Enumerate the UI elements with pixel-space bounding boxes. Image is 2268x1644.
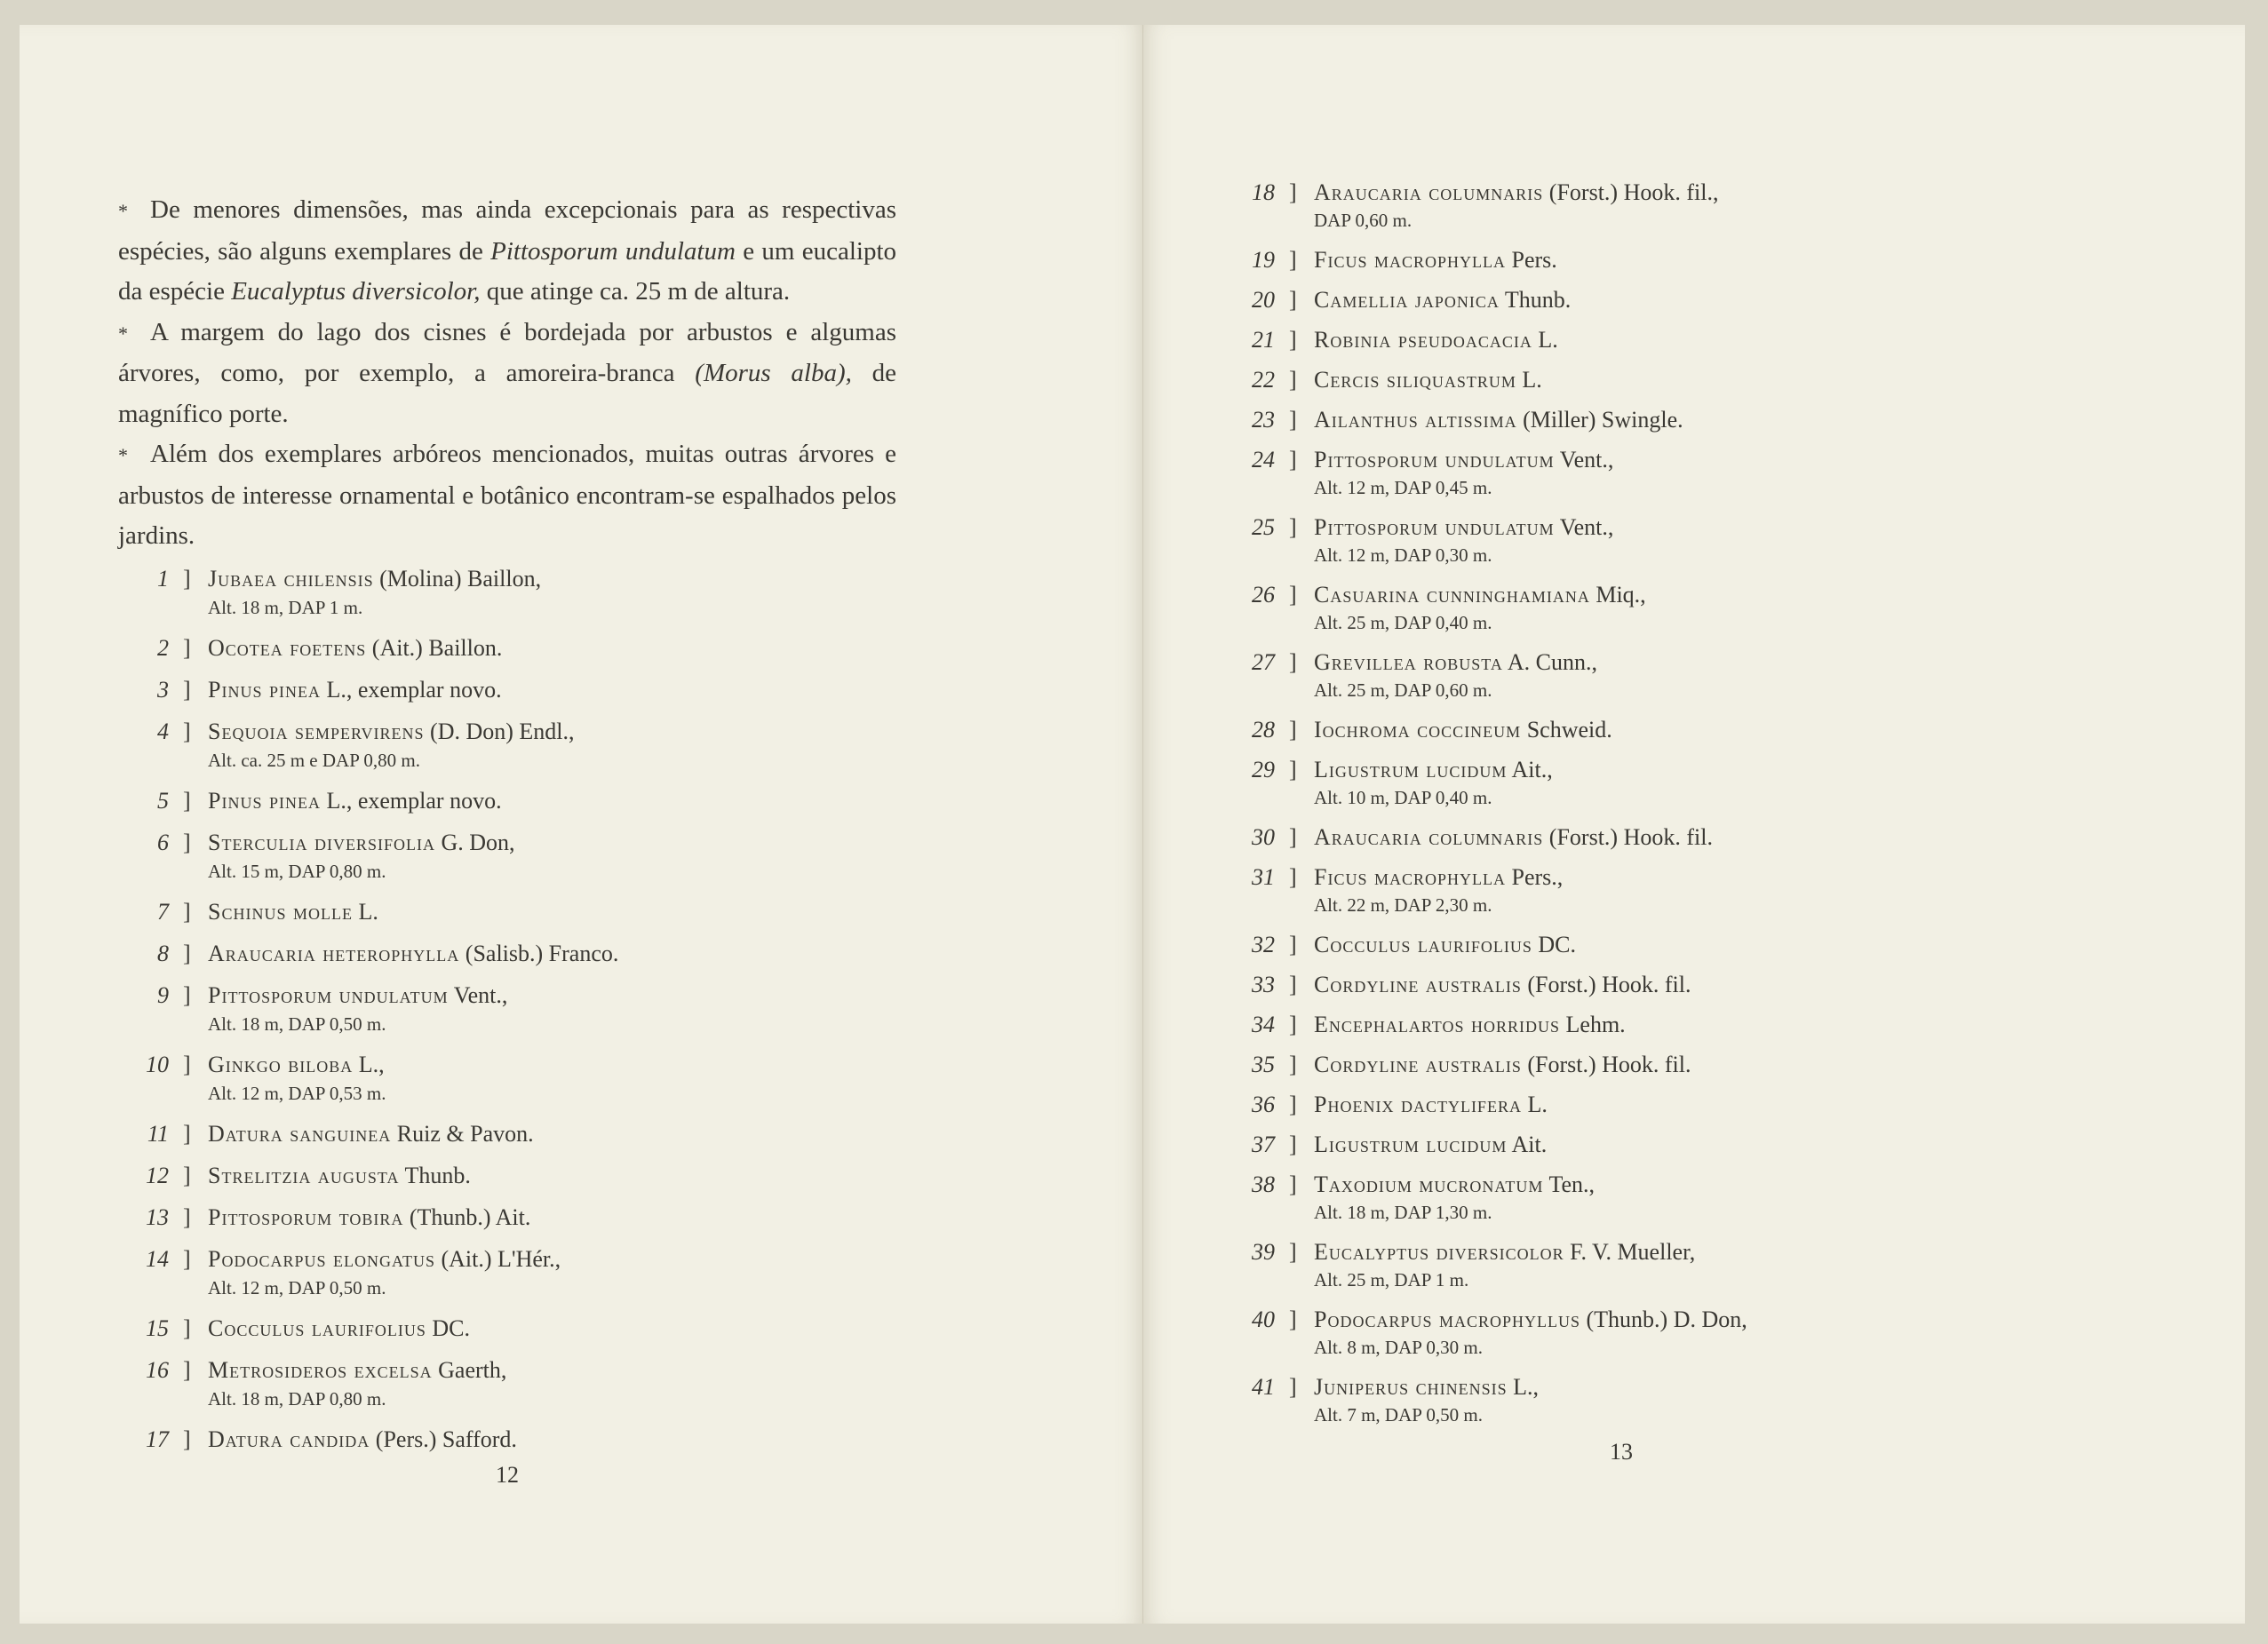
species-authority: L.	[358, 899, 378, 925]
species-name: Pittosporum undulatum	[1314, 514, 1555, 540]
species-list-right	[1197, 172, 1996, 1434]
species-name: Araucaria columnaris	[1314, 824, 1544, 850]
species-name: Grevillea robusta	[1314, 649, 1503, 675]
right-page	[1143, 25, 2245, 1624]
entry-main-line	[208, 627, 890, 669]
entry-main-line	[1314, 1084, 1996, 1124]
species-entry	[1197, 1124, 1996, 1164]
bracket: ]	[1289, 864, 1297, 890]
entry-main-line	[1314, 240, 1996, 280]
entry-number: 35	[1252, 1052, 1275, 1077]
species-entry	[1197, 280, 1996, 320]
page-number-left: 12	[496, 1462, 519, 1488]
bracket: ]	[183, 1052, 191, 1077]
species-authority: (Forst.) Hook. fil.,	[1548, 179, 1719, 205]
species-authority: DC.	[1538, 932, 1576, 957]
bracket: ]	[1289, 179, 1297, 205]
species-entry	[1197, 710, 1996, 750]
species-entry	[1197, 750, 1996, 817]
entry-detail: Alt. 18 m, DAP 0,50 m.	[208, 1013, 386, 1035]
species-entry	[91, 669, 890, 711]
species-list-left	[91, 558, 890, 1460]
entry-main-line	[208, 1418, 890, 1460]
bracket: ]	[183, 1246, 191, 1272]
entry-detail: Alt. 12 m, DAP 0,50 m.	[208, 1277, 386, 1299]
bracket: ]	[1289, 1132, 1297, 1157]
entry-number: 21	[1252, 327, 1275, 353]
bracket: ]	[1289, 1171, 1297, 1197]
entry-number: 36	[1252, 1092, 1275, 1117]
species-entry	[91, 558, 890, 627]
bracket: ]	[183, 1357, 191, 1383]
species-name: Pittosporum undulatum	[208, 982, 449, 1008]
species-name: Ligustrum lucidum	[1314, 757, 1508, 782]
bracket: ]	[1289, 407, 1297, 433]
entry-number: 15	[146, 1315, 169, 1341]
entry-number: 5	[157, 788, 169, 814]
bracket: ]	[1289, 1306, 1297, 1332]
species-name: Araucaria heterophylla	[208, 941, 460, 966]
species-authority: DC.	[432, 1315, 470, 1341]
asterisk-marker: *	[118, 200, 128, 222]
species-authority: L.,	[358, 1052, 385, 1077]
species-entry	[91, 974, 890, 1044]
entry-number: 31	[1252, 864, 1275, 890]
entry-number: 41	[1252, 1374, 1275, 1400]
species-authority: (D. Don) Endl.,	[430, 719, 575, 744]
entry-number: 8	[157, 941, 169, 966]
species-entry	[91, 1307, 890, 1349]
text-run: Além dos exemplares arbóreos mencionados, muitas outras árvores e arbustos de interesse ornamental e botânico encontram-se espalhados pelos jardins.	[118, 440, 896, 550]
species-entry	[91, 1155, 890, 1196]
species-entry	[91, 1418, 890, 1460]
entry-detail: Alt. 12 m, DAP 0,45 m.	[1314, 477, 1492, 498]
species-name: Podocarpus elongatus	[208, 1246, 435, 1272]
italic-species-name: Pittosporum undulatum	[490, 236, 736, 266]
species-name: Schinus molle	[208, 899, 353, 925]
species-authority: G. Don,	[441, 830, 515, 855]
species-entry	[1197, 1367, 1996, 1434]
species-entry	[1197, 925, 1996, 965]
species-authority: Ait.,	[1511, 757, 1553, 782]
entry-number: 13	[146, 1204, 169, 1230]
species-authority: (Ait.) Baillon.	[371, 635, 503, 661]
bracket: ]	[1289, 287, 1297, 313]
species-entry	[91, 822, 890, 891]
entry-number: 22	[1252, 367, 1275, 393]
species-authority: (Forst.) Hook. fil.	[1548, 824, 1713, 850]
species-entry	[91, 1113, 890, 1155]
species-entry	[1197, 400, 1996, 440]
entry-main-line	[1314, 400, 1996, 440]
entry-detail: Alt. 18 m, DAP 0,80 m.	[208, 1388, 386, 1410]
species-entry	[91, 780, 890, 822]
entry-detail: Alt. 12 m, DAP 0,53 m.	[208, 1083, 386, 1104]
bracket: ]	[1289, 1052, 1297, 1077]
species-entry	[1197, 507, 1996, 575]
entry-main-line	[1314, 1124, 1996, 1164]
entry-number: 6	[157, 830, 169, 855]
bracket: ]	[183, 1426, 191, 1452]
species-entry	[1197, 817, 1996, 857]
bracket: ]	[1289, 1374, 1297, 1400]
bracket: ]	[183, 1315, 191, 1341]
entry-number: 29	[1252, 757, 1275, 782]
species-authority: L.	[1527, 1092, 1548, 1117]
species-name: Datura candida	[208, 1426, 370, 1452]
entry-main-line	[1314, 1044, 1996, 1084]
bracket: ]	[183, 1163, 191, 1188]
species-authority: (Forst.) Hook. fil.	[1527, 1052, 1691, 1077]
species-authority: Miq.,	[1596, 582, 1646, 608]
entry-number: 26	[1252, 582, 1275, 608]
species-authority: Thunb.	[404, 1163, 471, 1188]
species-entry	[91, 711, 890, 780]
species-authority: L.	[1522, 367, 1542, 393]
entry-number: 33	[1252, 972, 1275, 997]
entry-detail: Alt. 22 m, DAP 2,30 m.	[1314, 894, 1492, 916]
entry-number: 2	[157, 635, 169, 661]
bracket: ]	[1289, 824, 1297, 850]
bracket: ]	[1289, 717, 1297, 743]
species-name: Camellia japonica	[1314, 287, 1500, 313]
species-authority: Ait.	[1511, 1132, 1548, 1157]
species-entry	[91, 891, 890, 933]
species-name: Pittosporum tobira	[208, 1204, 404, 1230]
entry-number: 24	[1252, 447, 1275, 473]
entry-main-line	[1314, 320, 1996, 360]
species-authority: Vent.,	[1559, 447, 1614, 473]
bracket: ]	[183, 635, 191, 661]
entry-main-line	[208, 1155, 890, 1196]
entry-main-line	[208, 822, 890, 863]
species-entry	[91, 1349, 890, 1418]
bracket: ]	[183, 788, 191, 814]
text-run: De menores dimensões, mas ainda excepcionais para as respectivas espécies, são alguns exemplares de	[118, 195, 896, 266]
species-name: Cordyline australis	[1314, 1052, 1522, 1077]
species-authority: (Ait.) L'Hér.,	[441, 1246, 561, 1272]
species-entry	[91, 1044, 890, 1113]
species-entry	[1197, 857, 1996, 925]
species-entry	[1197, 965, 1996, 1005]
species-authority: A. Cunn.,	[1507, 649, 1598, 675]
entry-number: 10	[146, 1052, 169, 1077]
text-run: e um eucalipto da espécie	[118, 236, 897, 306]
paragraph	[118, 190, 896, 313]
entry-main-line	[208, 1307, 890, 1349]
species-entry	[91, 933, 890, 974]
bracket: ]	[1289, 514, 1297, 540]
species-entry	[1197, 1044, 1996, 1084]
entry-number: 16	[146, 1357, 169, 1383]
species-authority: (Molina) Baillon,	[379, 566, 542, 592]
bracket: ]	[183, 677, 191, 703]
bracket: ]	[183, 982, 191, 1008]
entry-number: 17	[146, 1426, 169, 1452]
entry-main-line	[1314, 280, 1996, 320]
species-name: Phoenix dactylifera	[1314, 1092, 1522, 1117]
species-entry	[91, 1238, 890, 1307]
bracket: ]	[1289, 327, 1297, 353]
entry-main-line	[1314, 710, 1996, 750]
bracket: ]	[1289, 757, 1297, 782]
species-name: Pinus pinea	[208, 788, 321, 814]
entry-main-line	[208, 780, 890, 822]
bracket: ]	[1289, 1012, 1297, 1037]
entry-detail: Alt. 7 m, DAP 0,50 m.	[1314, 1404, 1483, 1426]
species-entry	[91, 627, 890, 669]
entry-number: 25	[1252, 514, 1275, 540]
species-entry	[1197, 1232, 1996, 1299]
entry-number: 40	[1252, 1306, 1275, 1332]
entry-detail: Alt. 10 m, DAP 0,40 m.	[1314, 787, 1492, 808]
species-entry	[1197, 172, 1996, 240]
species-name: Encephalartos horridus	[1314, 1012, 1561, 1037]
entry-main-line	[208, 933, 890, 974]
entry-detail: Alt. 25 m, DAP 1 m.	[1314, 1269, 1469, 1291]
bracket: ]	[1289, 649, 1297, 675]
species-name: Jubaea chilensis	[208, 566, 374, 592]
species-authority: (Thunb.) D. Don,	[1586, 1306, 1747, 1332]
entry-main-line	[208, 1196, 890, 1238]
species-entry	[1197, 440, 1996, 507]
species-name: Ocotea foetens	[208, 635, 367, 661]
entry-number: 19	[1252, 247, 1275, 273]
paragraph	[118, 434, 896, 557]
species-name: Pittosporum undulatum	[1314, 447, 1555, 473]
entry-main-line	[208, 711, 890, 752]
text-run: A margem do lago dos cisnes é bordejada por arbustos e algumas árvores, como, por exemplo, a amoreira-branca	[118, 317, 896, 387]
species-authority: (Pers.) Safford.	[375, 1426, 517, 1452]
italic-species-name: Eucalyptus diversicolor,	[231, 277, 481, 306]
text-run: de magnífico porte.	[118, 359, 896, 428]
entry-detail: Alt. 12 m, DAP 0,30 m.	[1314, 544, 1492, 566]
entry-number: 3	[157, 677, 169, 703]
species-authority: (Salisb.) Franco.	[465, 941, 619, 966]
entry-main-line	[208, 891, 890, 933]
entry-number: 11	[147, 1121, 169, 1147]
species-name: Cordyline australis	[1314, 972, 1522, 997]
species-authority: Vent.,	[1559, 514, 1614, 540]
species-entry	[1197, 240, 1996, 280]
bracket: ]	[183, 899, 191, 925]
asterisk-marker: *	[118, 444, 128, 466]
species-name: Eucalyptus diversicolor	[1314, 1239, 1564, 1265]
species-authority: (Forst.) Hook. fil.	[1527, 972, 1691, 997]
entry-main-line	[208, 1238, 890, 1280]
species-entry	[1197, 1164, 1996, 1232]
species-authority: L., exemplar novo.	[326, 788, 502, 814]
bracket: ]	[1289, 1092, 1297, 1117]
species-name: Ficus macrophylla	[1314, 864, 1506, 890]
species-name: Iochroma coccineum	[1314, 717, 1522, 743]
species-name: Cocculus laurifolius	[208, 1315, 426, 1341]
bracket: ]	[183, 1204, 191, 1230]
species-entry	[1197, 1005, 1996, 1044]
entry-main-line	[208, 1349, 890, 1391]
species-name: Sterculia diversifolia	[208, 830, 435, 855]
species-name: Podocarpus macrophyllus	[1314, 1306, 1581, 1332]
entry-number: 32	[1252, 932, 1275, 957]
species-name: Ailanthus altissima	[1314, 407, 1517, 433]
entry-number: 4	[157, 719, 169, 744]
italic-species-name: (Morus alba),	[695, 359, 852, 387]
page-number-right: 13	[1610, 1439, 1633, 1465]
species-authority: F. V. Mueller,	[1570, 1239, 1696, 1265]
entry-number: 23	[1252, 407, 1275, 433]
entry-main-line	[208, 1044, 890, 1085]
entry-number: 37	[1252, 1132, 1275, 1157]
species-name: Juniperus chinensis	[1314, 1374, 1508, 1400]
entry-number: 34	[1252, 1012, 1275, 1037]
entry-main-line	[1314, 1005, 1996, 1044]
species-name: Sequoia sempervirens	[208, 719, 425, 744]
bracket: ]	[183, 566, 191, 592]
entry-number: 38	[1252, 1171, 1275, 1197]
entry-main-line	[1314, 925, 1996, 965]
entry-number: 1	[157, 566, 169, 592]
species-name: Ficus macrophylla	[1314, 247, 1506, 273]
entry-detail: Alt. 18 m, DAP 1 m.	[208, 597, 363, 618]
entry-main-line	[208, 558, 890, 600]
entry-detail: Alt. 15 m, DAP 0,80 m.	[208, 861, 386, 882]
entry-number: 18	[1252, 179, 1275, 205]
text-run: que atinge ca. 25 m de altura.	[480, 277, 791, 306]
species-authority: Gaerth,	[438, 1357, 507, 1383]
species-name: Metrosideros excelsa	[208, 1357, 433, 1383]
species-name: Casuarina cunninghamiana	[1314, 582, 1590, 608]
bracket: ]	[1289, 582, 1297, 608]
species-authority: Schweid.	[1526, 717, 1612, 743]
species-authority: L., exemplar novo.	[326, 677, 502, 703]
species-entry	[1197, 575, 1996, 642]
intro-paragraphs	[118, 190, 896, 557]
entry-number: 9	[157, 982, 169, 1008]
species-name: Ligustrum lucidum	[1314, 1132, 1508, 1157]
entry-main-line	[208, 669, 890, 711]
species-authority: (Miller) Swingle.	[1523, 407, 1683, 433]
entry-detail: Alt. ca. 25 m e DAP 0,80 m.	[208, 750, 420, 771]
asterisk-marker: *	[118, 322, 128, 345]
species-name: Datura sanguinea	[208, 1121, 392, 1147]
bracket: ]	[1289, 247, 1297, 273]
entry-detail: Alt. 8 m, DAP 0,30 m.	[1314, 1337, 1483, 1358]
entry-number: 20	[1252, 287, 1275, 313]
entry-main-line	[1314, 965, 1996, 1005]
entry-number: 27	[1252, 649, 1275, 675]
species-authority: (Thunb.) Ait.	[409, 1204, 531, 1230]
entry-main-line	[208, 1113, 890, 1155]
entry-detail: DAP 0,60 m.	[1314, 210, 1413, 231]
left-page	[20, 25, 1143, 1624]
entry-main-line	[1314, 817, 1996, 857]
species-name: Ginkgo biloba	[208, 1052, 354, 1077]
entry-number: 7	[157, 899, 169, 925]
entry-number: 39	[1252, 1239, 1275, 1265]
bracket: ]	[183, 830, 191, 855]
bracket: ]	[183, 719, 191, 744]
entry-detail: Alt. 18 m, DAP 1,30 m.	[1314, 1202, 1492, 1223]
species-authority: Vent.,	[453, 982, 508, 1008]
species-entry	[1197, 360, 1996, 400]
species-name: Taxodium mucronatum	[1314, 1171, 1544, 1197]
species-name: Strelitzia augusta	[208, 1163, 400, 1188]
entry-number: 30	[1252, 824, 1275, 850]
species-name: Cocculus laurifolius	[1314, 932, 1532, 957]
bracket: ]	[183, 941, 191, 966]
species-entry	[91, 1196, 890, 1238]
species-entry	[1197, 642, 1996, 710]
entry-detail: Alt. 25 m, DAP 0,40 m.	[1314, 612, 1492, 633]
bracket: ]	[1289, 367, 1297, 393]
paragraph	[118, 313, 896, 435]
entry-main-line	[1314, 360, 1996, 400]
bracket: ]	[1289, 972, 1297, 997]
species-authority: L.,	[1513, 1374, 1540, 1400]
species-entry	[1197, 1084, 1996, 1124]
species-authority: Pers.	[1511, 247, 1557, 273]
bracket: ]	[1289, 447, 1297, 473]
entry-number: 14	[146, 1246, 169, 1272]
species-name: Pinus pinea	[208, 677, 321, 703]
species-authority: Ten.,	[1548, 1171, 1596, 1197]
species-authority: Lehm.	[1565, 1012, 1626, 1037]
species-authority: Thunb.	[1504, 287, 1572, 313]
species-authority: Pers.,	[1511, 864, 1564, 890]
species-name: Robinia pseudoacacia	[1314, 327, 1532, 353]
species-authority: L.	[1538, 327, 1558, 353]
entry-main-line	[208, 974, 890, 1016]
entry-detail: Alt. 25 m, DAP 0,60 m.	[1314, 679, 1492, 701]
bracket: ]	[1289, 1239, 1297, 1265]
species-name: Cercis siliquastrum	[1314, 367, 1516, 393]
species-name: Araucaria columnaris	[1314, 179, 1544, 205]
bracket: ]	[1289, 932, 1297, 957]
species-authority: Ruiz & Pavon.	[396, 1121, 534, 1147]
bracket: ]	[183, 1121, 191, 1147]
entry-number: 12	[146, 1163, 169, 1188]
species-entry	[1197, 320, 1996, 360]
entry-number: 28	[1252, 717, 1275, 743]
species-entry	[1197, 1299, 1996, 1367]
